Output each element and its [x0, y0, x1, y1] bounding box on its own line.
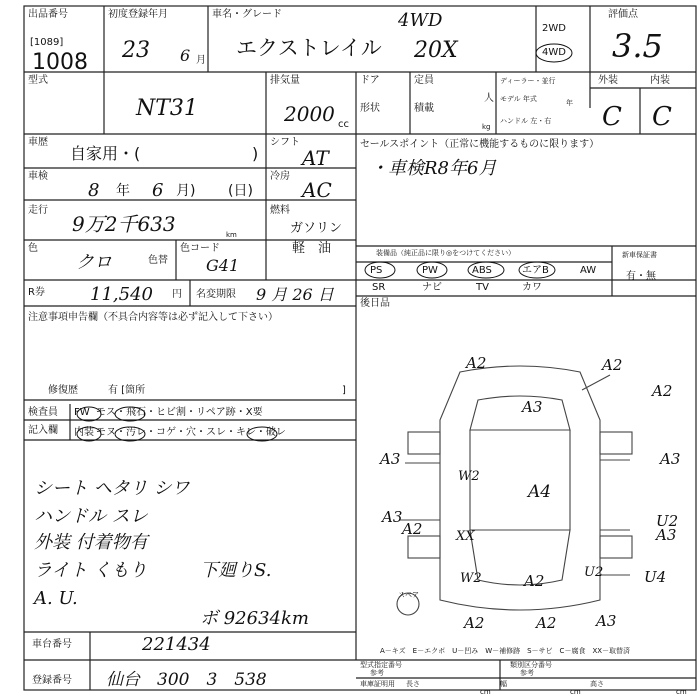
interior-items: モヌ・汚レ・コゲ・穴・スレ・キレ・破レ — [96, 427, 286, 438]
repair-label: 修復歴 — [48, 385, 78, 396]
equipment-label: 装備品（純正品に限り◎をつけてください） — [376, 249, 516, 257]
fuel-label: 燃料 — [270, 205, 290, 216]
kg-unit: kg — [482, 123, 491, 131]
damage-legend: A－キズ E－エクボ U－凹み W－補修跡 S－サビ C－腐食 XX－取替済 — [380, 647, 631, 655]
cert-label: 車庫証明用 — [360, 680, 395, 688]
damage-mark: W2 — [458, 469, 480, 484]
month-unit: 月 — [196, 55, 206, 66]
reg-year: 23 — [122, 38, 150, 63]
spare-label: スペア — [398, 591, 419, 599]
lot-sub: [1089] — [30, 37, 64, 48]
opt-2wd: 2WD — [542, 23, 566, 34]
equip-navi: ナビ — [422, 282, 442, 293]
damage-mark: XX — [456, 529, 475, 544]
equip-sr: SR — [372, 282, 386, 293]
int-grade: C — [652, 102, 672, 132]
inspection-label: 車検 — [28, 171, 48, 182]
equip-airbag: エアB — [522, 265, 549, 276]
repair-close: ] — [342, 385, 346, 396]
mileage-label: 走行 — [28, 205, 48, 216]
plate-no: 仙台 300 3 538 — [106, 670, 267, 690]
insp-month: 6 — [152, 180, 164, 201]
odo-note: ボ 92634km — [200, 608, 309, 629]
chassis-label: 車台番号 — [32, 639, 72, 650]
name-grade-label: 車名・グレード — [212, 9, 282, 20]
displacement: 2000 — [284, 102, 335, 126]
height-unit: cm — [676, 688, 687, 696]
ext-label: 外装 — [598, 75, 618, 86]
damage-mark: A2 — [602, 356, 623, 374]
type-ref: 参考 — [370, 669, 384, 677]
damage-mark: A2 — [524, 572, 545, 590]
damage-mark: A2 — [466, 354, 487, 372]
color-code: G41 — [206, 256, 240, 275]
insp-year-unit: 年 — [116, 183, 130, 199]
note-line-4: ライト くもり — [34, 560, 148, 581]
int-label: 内装 — [650, 75, 670, 86]
equip-aw: AW — [580, 265, 597, 276]
person-unit: 人 — [484, 93, 494, 104]
ext-grade: C — [602, 102, 622, 132]
model-label: 型式 — [28, 75, 48, 86]
damage-mark: A3 — [522, 398, 543, 416]
dealer-label: ディーラー・並行 — [500, 77, 556, 85]
shift: AT — [302, 146, 329, 170]
category: 類別区分番号 — [510, 661, 552, 669]
handle-label: ハンドル 左・右 — [500, 117, 552, 125]
usage: 自家用・( — [70, 144, 141, 163]
width-label: 幅 — [500, 680, 507, 688]
rear-seat-label: 後日品 — [360, 298, 390, 309]
car-name: エクストレイル — [236, 36, 382, 60]
score: 3.5 — [612, 27, 663, 65]
insp-year: 8 — [88, 180, 100, 201]
insp-month-unit: 月) — [176, 183, 196, 199]
equip-tv: TV — [476, 282, 489, 293]
first-reg-label: 初度登録年月 — [108, 9, 168, 20]
entry-label: 記入欄 — [28, 425, 58, 436]
fuel-diesel: 軽 油 — [292, 241, 332, 256]
length-label: 長さ — [406, 680, 420, 688]
usage-close: ) — [252, 144, 259, 163]
model-year-label: モデル 年式 — [500, 95, 537, 103]
damage-mark: A2 — [402, 520, 423, 538]
note-line-5: A. U. — [34, 588, 78, 609]
aircon-label: 冷房 — [270, 171, 290, 182]
grade: 20X — [414, 38, 458, 63]
damage-mark: A2 — [536, 614, 557, 632]
equip-abs: ABS — [472, 265, 492, 276]
shift-label: シフト — [270, 137, 300, 148]
insp-day-unit: (日) — [228, 183, 253, 199]
damage-mark: A3 — [660, 450, 681, 468]
shape-label: 形状 — [360, 103, 380, 114]
color-label: 色 — [28, 243, 38, 254]
type-designation: 型式指定番号 — [360, 661, 402, 669]
capacity-label: 定員 — [414, 75, 434, 86]
damage-mark: A2 — [652, 382, 673, 400]
equip-pw: PW — [422, 265, 438, 276]
damage-mark: A3 — [596, 612, 617, 630]
mileage: 9万2千633 — [72, 212, 176, 236]
damage-mark: A3 — [382, 508, 403, 526]
damage-mark: A2 — [464, 614, 485, 632]
reg-month: 6 — [180, 46, 191, 65]
damage-mark: W2 — [460, 571, 482, 586]
plate-label: 登録番号 — [32, 675, 72, 686]
sales-point-label: セールスポイント（正常に機能するものに限ります） — [360, 139, 600, 150]
aircon: AC — [302, 178, 332, 202]
drive-type: 4WD — [398, 10, 443, 31]
load-label: 積載 — [414, 103, 434, 114]
height-label: 高さ — [590, 680, 604, 688]
model: NT31 — [136, 96, 198, 121]
damage-mark: U4 — [644, 568, 667, 586]
damage-mark: A4 — [528, 482, 552, 502]
color: クロ — [76, 252, 112, 273]
length-unit: cm — [480, 688, 491, 696]
repair-value: 有 [箇所 — [108, 385, 146, 396]
opt-4wd: 4WD — [542, 47, 566, 58]
history-label: 車歴 — [28, 137, 48, 148]
category-ref: 参考 — [520, 669, 534, 677]
equip-ps: PS — [370, 265, 383, 276]
note-line-1: シート ヘタリ シワ — [34, 478, 190, 499]
recycle-fee: 11,540 — [90, 284, 153, 305]
year-unit: 年 — [566, 99, 573, 107]
damage-mark: U2 — [656, 512, 679, 530]
chassis-no: 221434 — [142, 634, 211, 655]
damage-mark: U2 — [584, 565, 604, 580]
cc-unit: cc — [338, 119, 349, 130]
fuel-gas: ガソリン — [290, 221, 343, 236]
lot-label: 出品番号 — [28, 9, 68, 20]
interior-label: 内装 — [74, 427, 94, 438]
fw-label: FW — [74, 407, 90, 418]
width-unit: cm — [570, 688, 581, 696]
damage-mark: A3 — [380, 450, 401, 468]
damage-mark: A3 — [656, 526, 677, 544]
equip-leather: カワ — [522, 282, 542, 293]
notice-label: 注意事項申告欄（不具合内容等は必ず記入して下さい） — [28, 312, 278, 323]
yen-unit: 円 — [172, 289, 182, 300]
door-label: ドア — [360, 75, 380, 86]
fw-items: モス・飛石・ヒビ割・リペア跡・X要 — [96, 407, 263, 418]
reg-expiry: 9 月 26 日 — [256, 285, 334, 304]
note-line-3: 外装 付着物有 — [34, 532, 148, 553]
sales-point: ・車検R8年6月 — [370, 158, 497, 179]
lot-number: 1008 — [32, 50, 88, 75]
note-line-2: ハンドル スレ — [34, 506, 148, 527]
km-unit: km — [226, 231, 237, 239]
under-note: 下廻りS. — [200, 560, 272, 581]
reg-expiry-label: 名変期限 — [196, 289, 236, 300]
warranty-label: 新車保証書 — [622, 251, 657, 259]
color-change-label: 色替 — [148, 255, 168, 266]
inspector-label: 検査員 — [28, 407, 58, 418]
recycle-label: R券 — [28, 287, 45, 298]
displacement-label: 排気量 — [270, 75, 300, 86]
score-label: 評価点 — [608, 9, 638, 20]
warranty-options: 有・無 — [626, 271, 656, 282]
color-code-label: 色コード — [180, 243, 220, 254]
